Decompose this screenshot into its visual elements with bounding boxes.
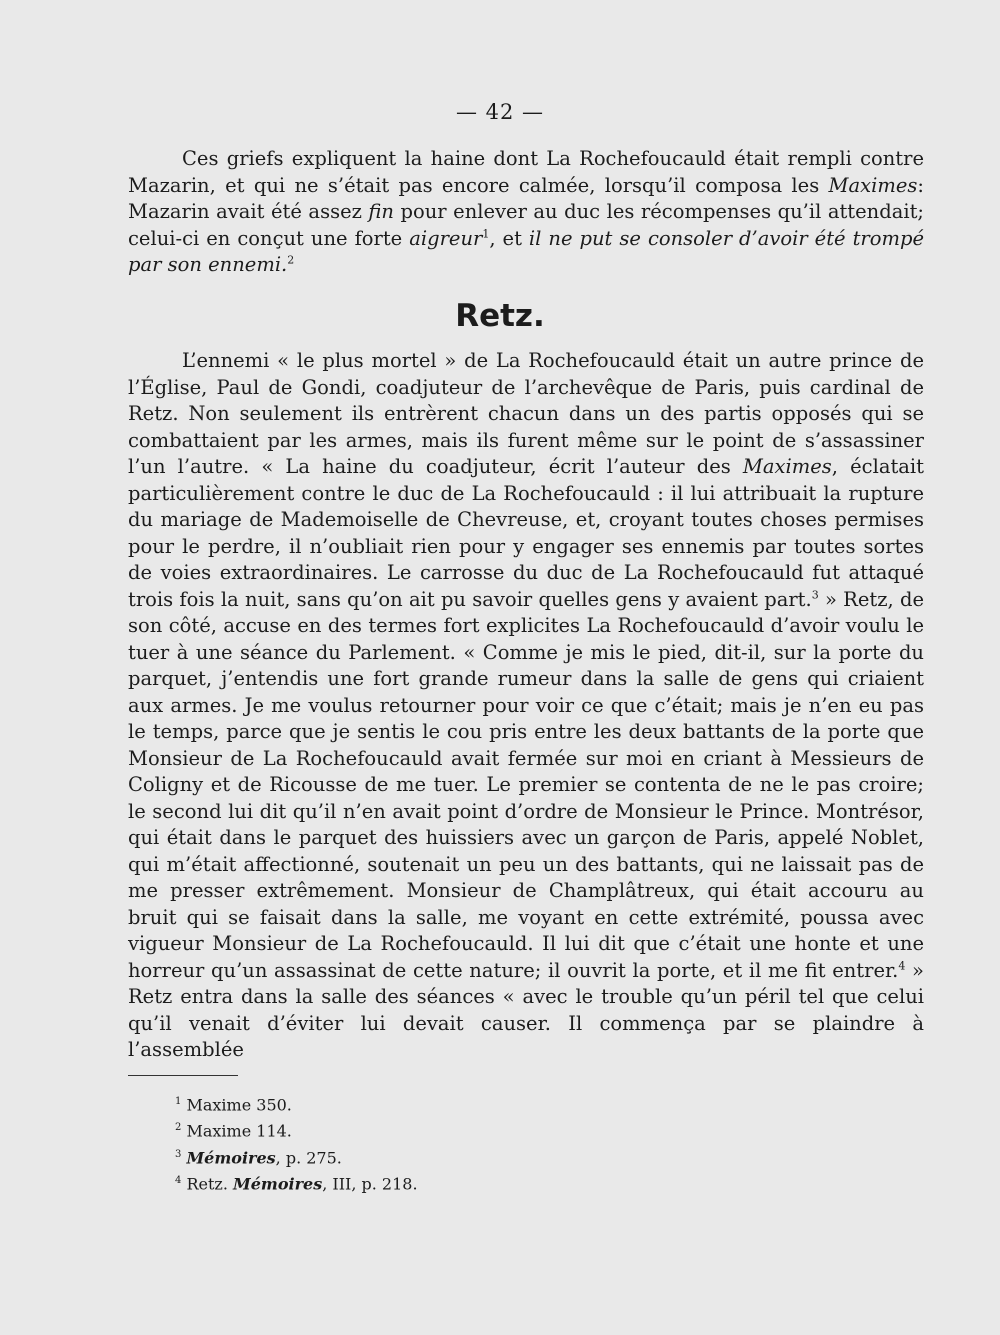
page-number: — 42 — bbox=[455, 100, 545, 124]
paragraph-intro: Ces griefs expliquent la haine dont La Rochefoucauld était rempli contre Mazarin, et qui ne s’était pas encore calmée, lorsqu’il composa les Maximes: Mazarin avait été assez fin pour enlever au duc les récompenses qu’il attendait; celui-ci en conçut une forte aigreur$^1$, et il ne put se consoler d’avoir été trompé par son ennemi.$^2$ bbox=[128, 147, 924, 276]
footnote-item: $^2$ Maxime 114. bbox=[175, 1121, 292, 1141]
footnote-ref: 1 bbox=[482, 227, 490, 240]
footnote-divider bbox=[128, 1075, 238, 1076]
paragraph-retz: L’ennemi « le plus mortel » de La Rochefoucauld était un autre prince de l’Église, Paul de Gondi, coadjuteur de l’archevêque de Paris, puis cardinal de Retz. Non seulement ils entrèrent chacun dans un des partis opposés qui se combattaient par les armes, mais ils furent même sur le point de s’assassiner l’un l’autre. « La haine du coadjuteur, écrit l’auteur des Maximes, éclatait particulièrement contre le duc de La Rochefoucauld : il lui attribuait la rupture du mariage de Mademoiselle de Chevreuse, et, croyant toutes choses permises pour le perdre, il n’oubliait rien pour y engager ses ennemis par toutes sortes de voies extraordinaires. Le carrosse du duc de La Rochefoucauld fut attaqué trois fois la nuit, sans qu’on ait pu savoir quelles gens y avaient part.$^3$ » Retz, de son côté, accuse en des termes fort explicites La Rochefoucauld d’avoir voulu le tuer à une séance du Parlement. « Comme je mis le pied, dit-il, sur la porte du parquet, j’entendis une fort grande rumeur dans la salle de gens qui criaient aux armes. Je me voulus retourner pour voir ce que c’était; mais je n’en eu pas le temps, parce que je sentis le cou pris entre les deux battants de la porte que Monsieur de La Rochefoucauld avait fermée sur moi en criant à Messieurs de Coligny et de Ricousse de me tuer. Le premier se contenta de ne le pas croire; le second lui dit qu’il n’en avait point d’ordre de Monsieur le Prince. Montrésor, qui était dans le parquet des huissiers avec un garçon de Paris, appelé Noblet, qui m’était affectionné, soutenait un peu un des battants, qui ne laissait pas de me presser extrêmement. Monsieur de Champlâtreux, qui était accouru au bruit qui se faisait dans la salle, me voyant en cette extrémité, poussa avec vigueur Monsieur de La Rochefoucauld. Il lui dit que c’était une honte et une horreur qu’un assassinat de cette nature; il ouvrit la porte, et il me fit entrer.$^4$ » Retz entra dans la salle des séances « avec le trouble qu’un péril tel que celui qu’il venait d’éviter lui devait causer. Il commença par se plaindre à l’assemblée bbox=[128, 349, 924, 1061]
footnote-ref: 4 bbox=[898, 959, 906, 972]
footnote-item: $^1$ Maxime 350. bbox=[175, 1095, 292, 1115]
footnote-item: $^4$ Retz. Mémoires, III, p. 218. bbox=[175, 1174, 418, 1194]
footnotes bbox=[175, 1090, 418, 1195]
footnote-ref: 3 bbox=[811, 588, 819, 601]
footnote-ref: 2 bbox=[287, 253, 295, 267]
section-heading: Retz. bbox=[455, 298, 545, 334]
footnote-item: $^3$ Mémoires, p. 275. bbox=[175, 1147, 342, 1167]
